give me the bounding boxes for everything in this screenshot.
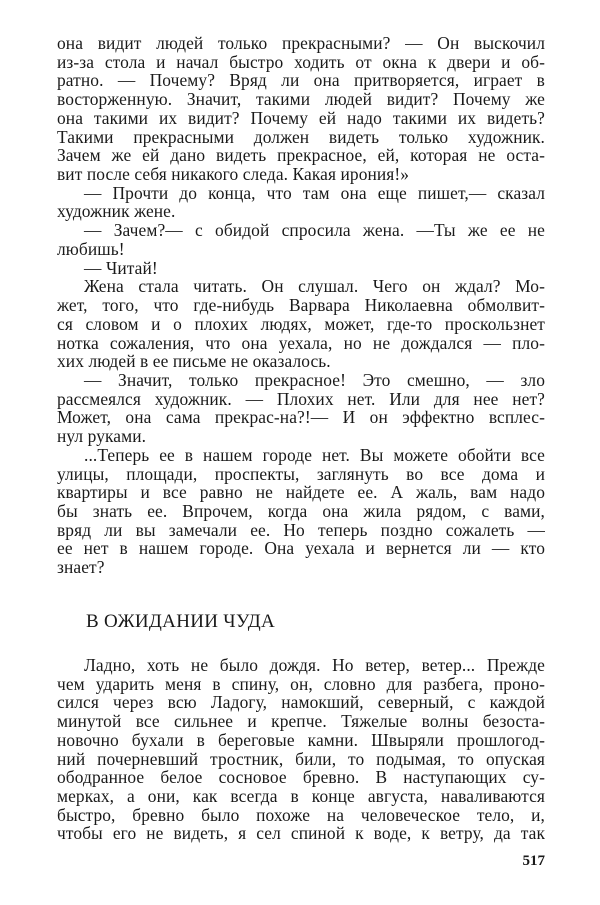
text-line: быстро, бревно было похоже на человеческое тело, и, [57,804,545,825]
text-line: ратно. — Почему? Вряд ли она притворяется, играет в [57,70,545,91]
text-line: ся словом и о плохих людях, может, где-то проскользнет [57,313,545,334]
text-line: квартиры и все равно не найдете ее. А жаль, вам надо [57,482,545,503]
text-line: жет, того, что где-нибудь Варвара Николаевна обмолвит- [57,295,545,316]
text-line: вряд ли вы замечали ее. Но теперь поздно сожалеть — [57,519,545,540]
text-line: она такими их видит? Почему ей надо такими их видеть? [57,107,545,128]
text-line: бы знать ее. Впрочем, когда она жила рядом, с вами, [57,501,545,521]
text-line: Жена стала читать. Он слушал. Чего он ждал? Мо- [84,276,545,297]
text-line: минутой все сильнее и крепче. Тяжелые волны безоста- [57,711,545,732]
text-line: ...Теперь ее в нашем городе нет. Вы можете обойти все [84,444,545,465]
text-line: рассмеялся художник. — Плохих нет. Или для нее нет? [57,388,545,409]
text-line: художник жене. [57,201,176,222]
text-line: ее нет в нашем городе. Она уехала и вернется ли — кто [57,538,545,559]
text-line: ний почерневший тростник, били, то подымая, то опуская [57,748,545,769]
text-line: — Значит, только прекрасное! Это смешно, — зло [84,369,545,390]
text-line: Такими прекрасными должен видеть только художник. [57,126,545,147]
text-line: мерках, а они, как всегда в конце августа, наваливаются [57,786,545,807]
text-line: хих людей в ее письме не оказалось. [57,351,331,372]
page-number: 517 [522,853,545,869]
chapter-heading: В ОЖИДАНИИ ЧУДА [86,611,276,632]
text-line: — Читай! [84,257,158,278]
text-line: улицы, площади, проспекты, заглянуть во все дома и [57,463,545,484]
text-line: чем ударить меня в спину, он, словно для разбега, проно- [57,673,545,694]
text-line: из-за стола и начал быстро ходить от окна к двери и об- [57,51,545,72]
text-line: нул руками. [57,426,147,447]
text-line: вит после себя никакого следа. Какая ирония!» [57,164,410,185]
text-line: — Прочти до конца, что там она еще пишет,— сказал [84,182,545,203]
text-line: любишь! [57,238,125,259]
text-line: восторженную. Значит, такими людей видит? Почему же [57,89,545,110]
text-line: Ладно, хоть не было дождя. Но ветер, ветер... Прежде [84,655,545,675]
text-line: Зачем же ей дано видеть прекрасное, ей, которая не оста- [57,145,545,166]
text-line: сился через всю Ладогу, намокший, северный, с каждой [57,692,545,713]
text-line: знает? [57,557,105,578]
text-line: она видит людей только прекрасными? — Он выскочил [57,33,545,53]
text-line: нотка сожаления, что она уехала, но не дождался — пло- [57,332,545,353]
text-line: чтобы его не видеть, я сел спиной к воде, к ветру, да так [57,823,545,844]
text-line: ободранное белое сосновое бревно. В наступающих су- [57,767,545,788]
text-line: новочно бухали в береговые камни. Швыряли прошлогод- [57,729,545,750]
text-line: — Зачем?— с обидой спросила жена. —Ты же ее не [84,220,545,241]
text-line: Может, она сама прекрас-на?!— И он эффектно всплес- [57,407,545,428]
